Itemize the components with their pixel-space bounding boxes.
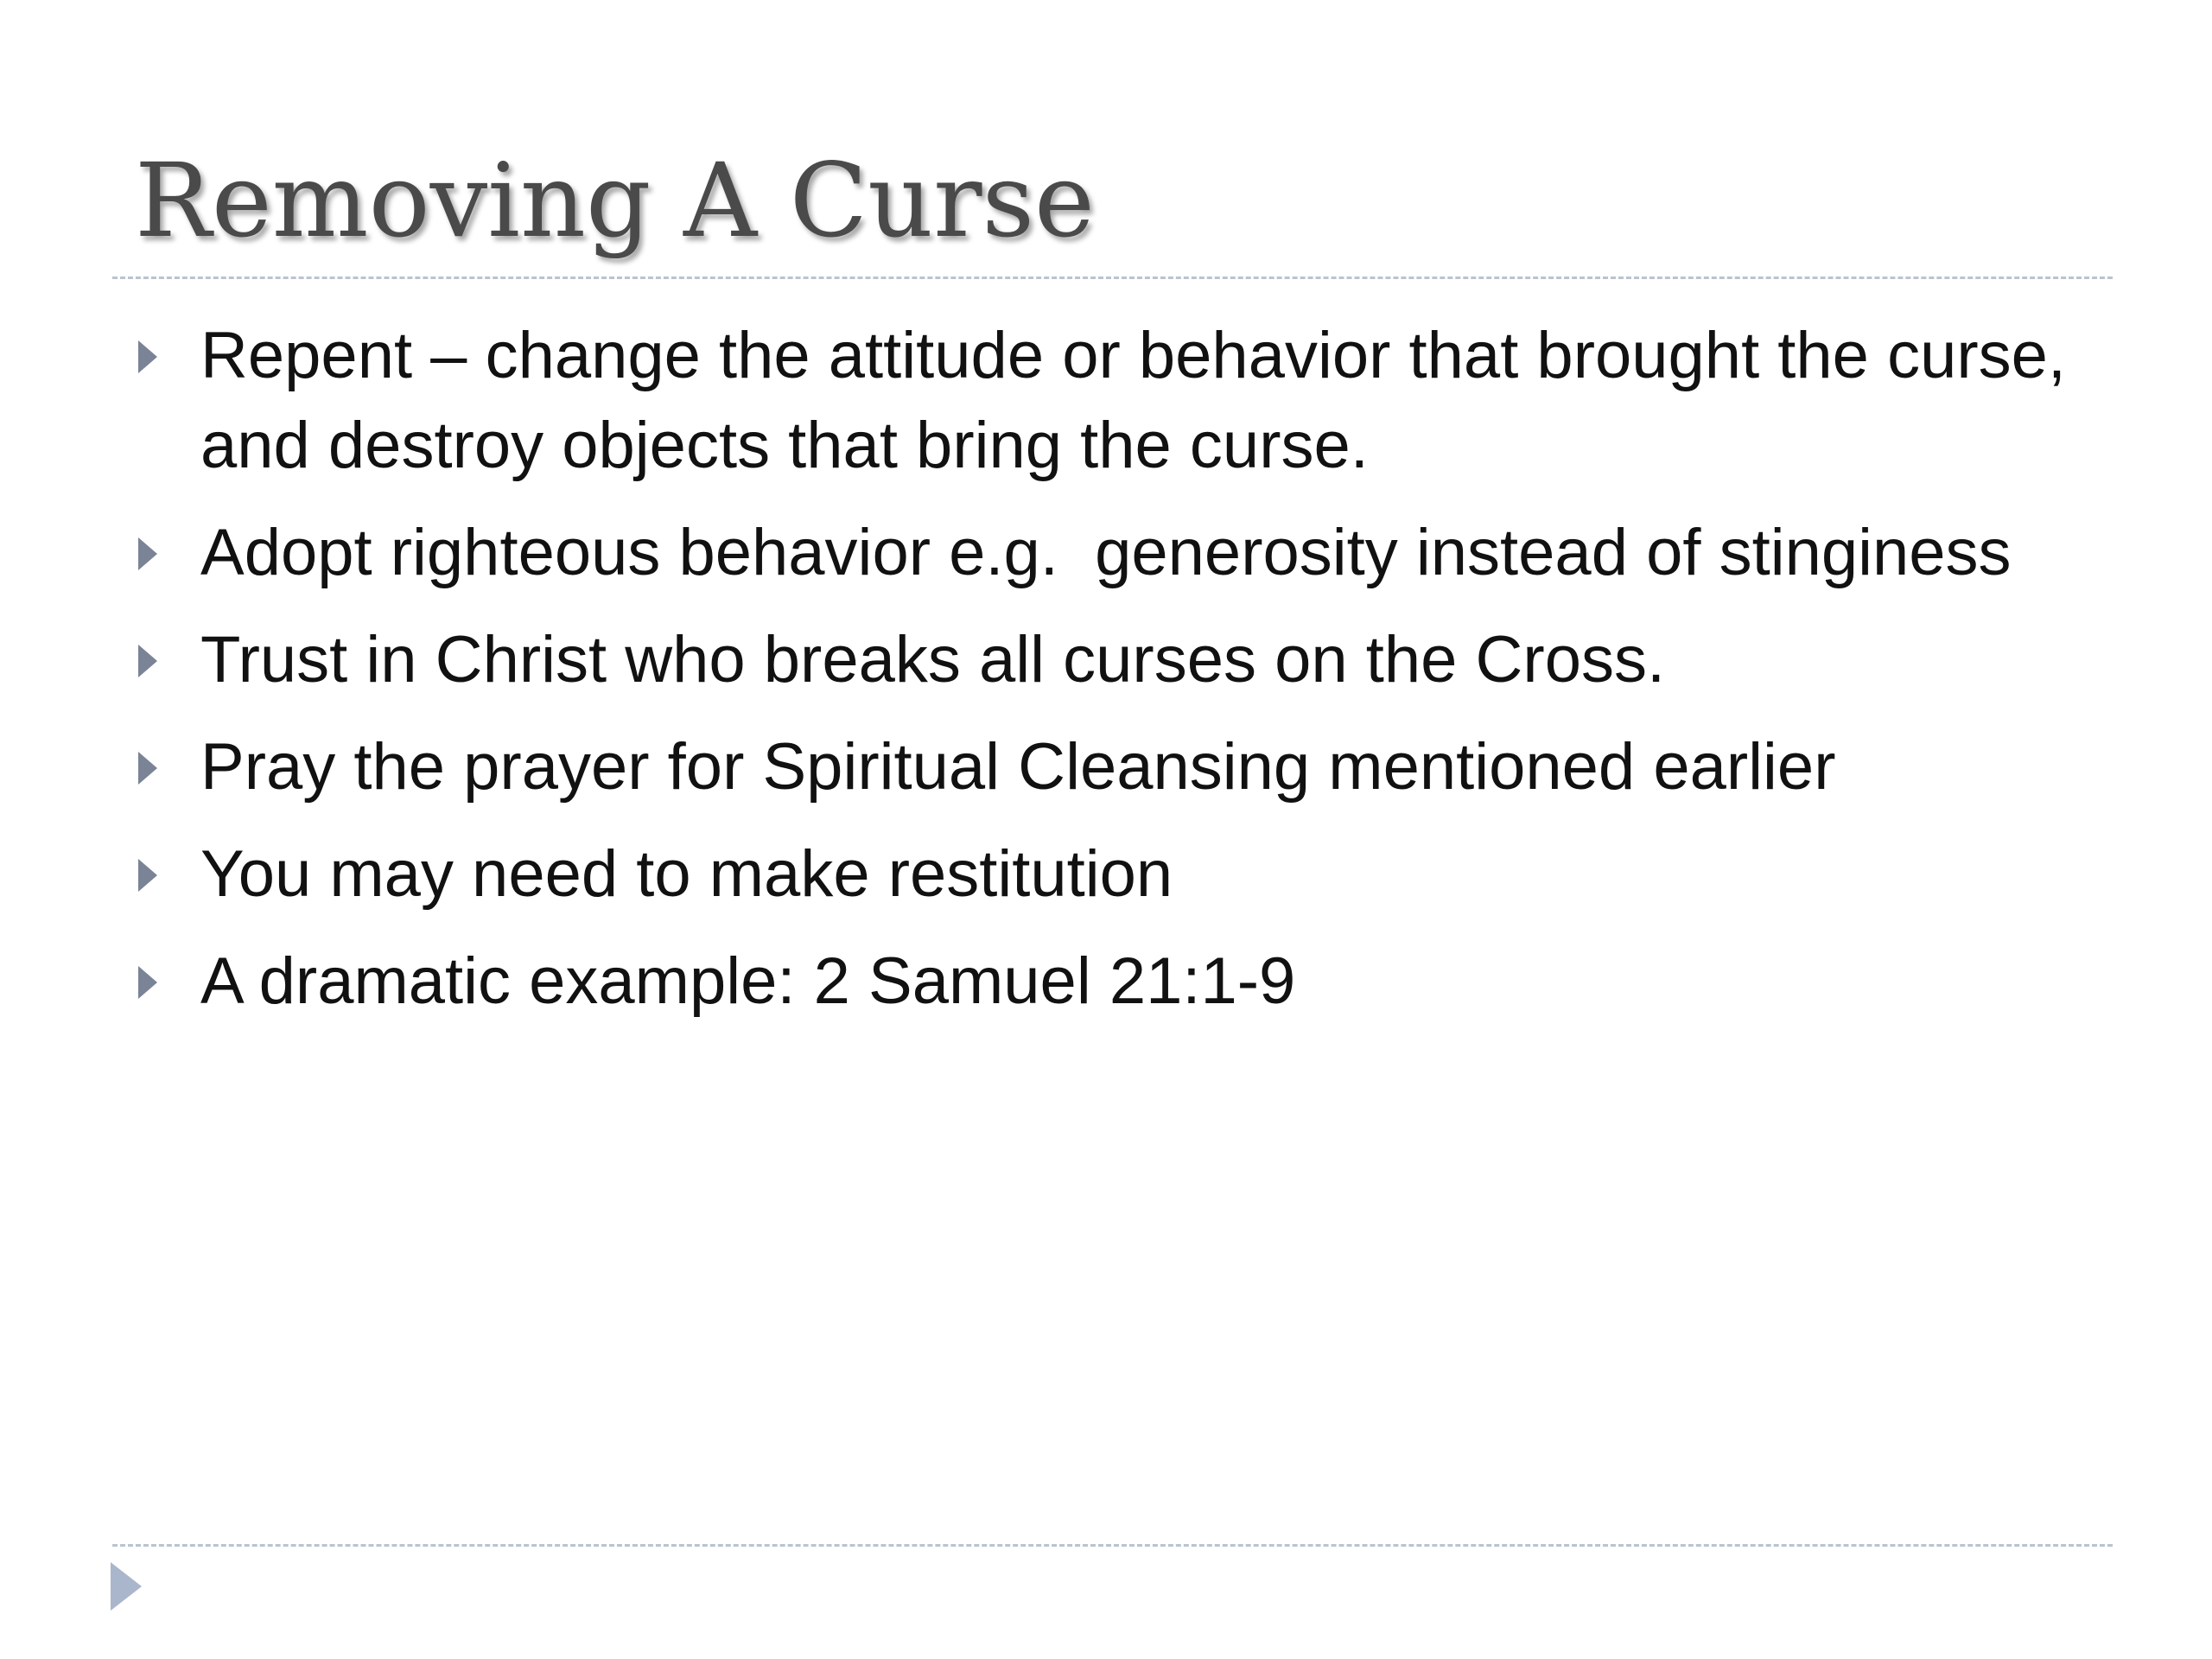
title-divider <box>112 276 2113 279</box>
bullet-text: A dramatic example: 2 Samuel 21:1-9 <box>200 944 1296 1018</box>
bullet-triangle-icon <box>138 340 157 373</box>
bullet-item <box>0 830 2212 919</box>
bullet-text: Adopt righteous behavior e.g. generosity instead of stinginess <box>200 516 2012 589</box>
bullet-text: Pray the prayer for Spiritual Cleansing mentioned earlier <box>200 730 1836 804</box>
bullet-triangle-icon <box>138 859 157 892</box>
footer-divider <box>112 1544 2113 1547</box>
bullet-item <box>0 615 2212 705</box>
bullet-text: You may need to make restitution <box>200 837 1173 911</box>
bullet-item <box>0 311 2212 491</box>
bullet-text: Trust in Christ who breaks all curses on the Cross. <box>200 623 1666 696</box>
slide-title: Removing A Curse <box>135 141 1095 260</box>
bullet-text: Repent – change the attitude or behavior that brought the curse, and destroy objects that bring the curse. <box>200 319 2067 482</box>
bullet-item <box>0 508 2212 598</box>
corner-triangle-icon <box>111 1562 142 1611</box>
bullet-triangle-icon <box>138 966 157 999</box>
bullet-item <box>0 937 2212 1027</box>
bullet-triangle-icon <box>138 645 157 677</box>
bullet-list <box>0 311 2212 1044</box>
bullet-item <box>0 722 2212 812</box>
bullet-triangle-icon <box>138 537 157 570</box>
bullet-triangle-icon <box>138 752 157 785</box>
